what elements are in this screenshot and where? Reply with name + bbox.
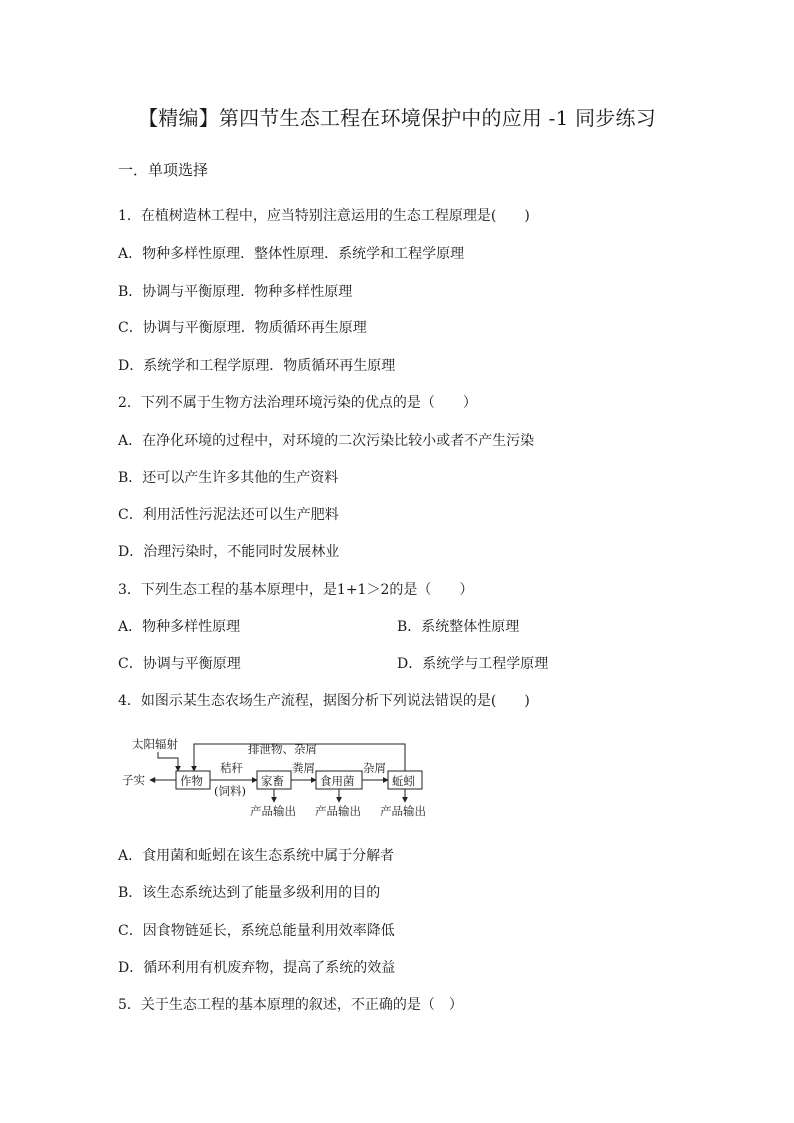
label-livestock: 家畜	[261, 774, 284, 788]
question-1-option-b: B．协调与平衡原理．物种多样性原理	[118, 284, 353, 300]
question-3-option-a: A．物种多样性原理	[118, 619, 241, 635]
section-heading: 一．单项选择	[118, 161, 209, 179]
page-title: 【精编】第四节生态工程在环境保护中的应用 -1 同步练习	[138, 106, 656, 130]
label-output-2: 产品输出	[315, 804, 361, 818]
label-output-3: 产品输出	[380, 804, 426, 818]
label-earthworm: 蚯蚓	[392, 774, 415, 788]
label-sun: 太阳辐射	[132, 737, 178, 751]
question-1-option-c: C．协调与平衡原理．物质循环再生原理	[118, 320, 367, 336]
question-4-option-d: D．循环利用有机废弃物，提高了系统的效益	[118, 960, 396, 976]
question-5-stem: 5．关于生态工程的基本原理的叙述，不正确的是（ ）	[118, 997, 463, 1013]
label-straw: 秸秆	[220, 761, 243, 775]
question-3-stem: 3．下列生态工程的基本原理中，是1+1＞2的是（ ）	[118, 582, 474, 598]
question-2-option-a: A．在净化环境的过程中，对环境的二次污染比较小或者不产生污染	[118, 433, 535, 449]
question-2-option-c: C．利用活性污泥法还可以生产肥料	[118, 507, 339, 523]
label-debris: 杂屑	[363, 761, 386, 775]
question-2-stem: 2．下列不属于生物方法治理环境污染的优点的是（ ）	[118, 395, 477, 411]
question-2-option-b: B．还可以产生许多其他的生产资料	[118, 470, 339, 486]
label-crop: 作物	[180, 774, 203, 788]
question-3-option-d: D．系统学与工程学原理	[397, 656, 549, 672]
question-4-option-c: C．因食物链延长，系统总能量利用效率降低	[118, 923, 395, 939]
arrow-sun-to-crop	[158, 752, 178, 771]
question-4-option-b: B．该生态系统达到了能量多级利用的目的	[118, 885, 381, 901]
question-4-stem: 4．如图示某生态农场生产流程，据图分析下列说法错误的是( )	[118, 693, 530, 709]
label-manure: 粪屑	[292, 761, 315, 775]
question-4-option-a: A．食用菌和蚯蚓在该生态系统中属于分解者	[118, 848, 395, 864]
question-1-option-d: D．系统学和工程学原理．物质循环再生原理	[118, 358, 396, 374]
question-1-option-a: A．物种多样性原理．整体性原理．系统学和工程学原理	[118, 246, 465, 262]
question-3-option-b: B．系统整体性原理	[397, 619, 520, 635]
label-feed: (饲料)	[214, 784, 246, 798]
label-output-1: 产品输出	[250, 804, 296, 818]
label-fungus: 食用菌	[320, 774, 355, 788]
question-2-option-d: D．治理污染时，不能同时发展林业	[118, 544, 340, 560]
question-3-option-c: C．协调与平衡原理	[118, 656, 241, 672]
question-1-stem: 1．在植树造林工程中，应当特别注意运用的生态工程原理是( )	[118, 208, 530, 224]
label-seed: 子实	[122, 773, 145, 787]
farm-flow-diagram	[118, 734, 438, 824]
label-waste: 排泄物、杂屑	[248, 742, 317, 756]
